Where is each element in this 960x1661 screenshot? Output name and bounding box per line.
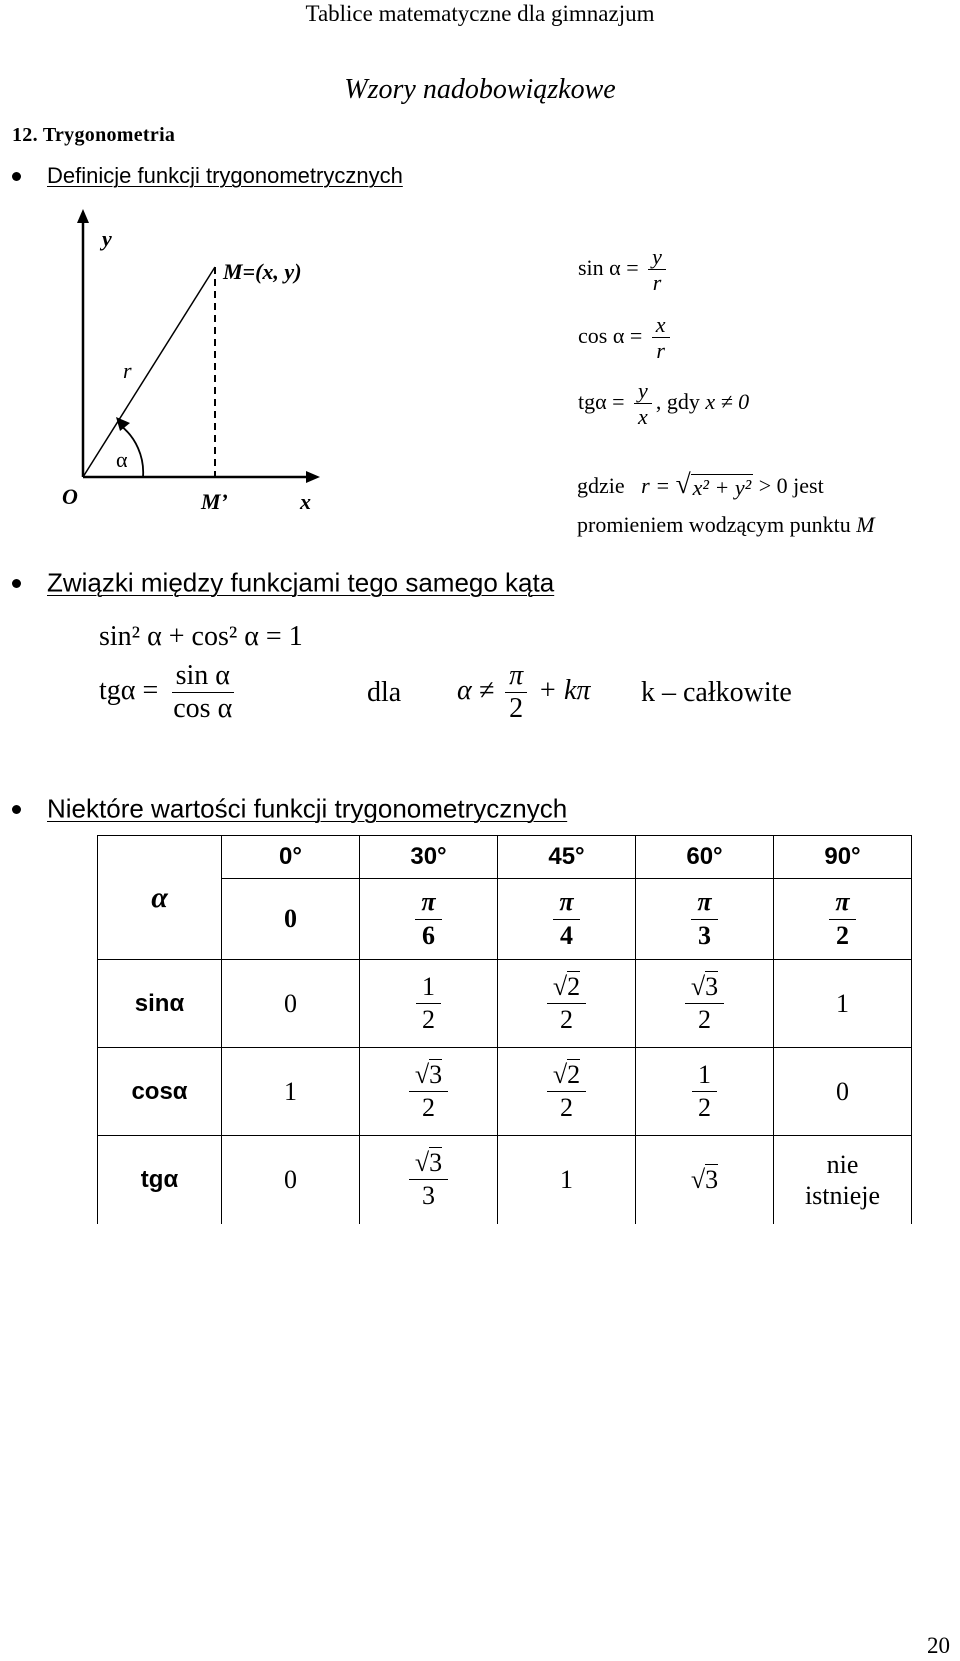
bullet-dot <box>12 579 21 588</box>
value-text: nie istnieje <box>804 1149 881 1210</box>
sqrt-icon: √ <box>690 1164 706 1194</box>
radian-num: π <box>415 886 441 920</box>
diagram-label-y: y <box>102 226 112 251</box>
radian-cell <box>774 879 912 960</box>
sqrt-icon: √ <box>552 1059 568 1089</box>
def-where-line2-text: promieniem wodzącym punktu <box>577 512 851 537</box>
relation-cond-rhs: + kπ <box>538 675 591 707</box>
def-cos-lhs: cos α = <box>578 322 643 348</box>
y-axis-arrow <box>77 209 89 223</box>
value-cell: 1 <box>498 1136 636 1224</box>
row-label-tg: tgα <box>98 1136 222 1224</box>
radian-num: π <box>829 886 855 920</box>
bullet-text: Związki między funkcjami tego samego kąta <box>47 567 555 598</box>
value-den: 2 <box>560 1093 573 1122</box>
relation-identity: sin² α + cos² α = 1 <box>99 621 303 652</box>
x-axis-arrow <box>306 471 320 483</box>
radian-num: π <box>691 886 717 920</box>
value-cell: 1 <box>774 960 912 1048</box>
page-subtitle: Wzory nadobowiązkowe <box>344 74 616 105</box>
def-where-r: r = <box>641 473 671 498</box>
running-header: Tablice matematyczne dla gimnazjum <box>305 1 655 26</box>
def-cos-den: r <box>656 338 665 364</box>
value-den: 2 <box>698 1093 711 1122</box>
value-cell: 1 <box>222 1048 360 1136</box>
bullet-text: Niektóre wartości funkcji trygonometrycznych <box>47 793 568 824</box>
def-cos-fraction <box>652 312 670 364</box>
relation-cond-lhs: α ≠ <box>457 675 495 707</box>
def-sin-fraction <box>648 244 666 296</box>
row-label-cos: cosα <box>98 1048 222 1136</box>
bullet-text: Definicje funkcji trygonometrycznych <box>47 163 403 189</box>
def-where-prefix: gdzie <box>577 473 625 498</box>
relation-condition <box>457 660 590 725</box>
value-cell: 0 <box>222 960 360 1048</box>
value-den: 2 <box>422 1005 435 1034</box>
value-cell <box>498 960 636 1048</box>
relation-tg-lhs: tgα = <box>99 675 159 707</box>
bullet-values <box>12 792 567 825</box>
value-cell <box>636 1048 774 1136</box>
radian-den: 6 <box>421 920 435 950</box>
degree-cell: 60° <box>636 836 774 879</box>
relation-cond-num: π <box>505 660 527 693</box>
radian-cell: 0 <box>222 879 360 960</box>
def-tg-lhs: tgα = <box>578 388 625 414</box>
radian-den: 4 <box>559 920 573 950</box>
value-cell <box>360 960 498 1048</box>
def-cos-num: x <box>652 312 670 338</box>
alpha-header: α <box>98 836 222 960</box>
unit-circle-diagram <box>40 205 340 515</box>
def-where-point: M <box>856 512 875 537</box>
angle-arrow <box>116 417 130 431</box>
relation-tg <box>99 660 240 725</box>
def-sin <box>578 244 670 296</box>
radius-line <box>83 267 215 477</box>
value-den: 2 <box>560 1005 573 1034</box>
value-num: 3 <box>705 1164 719 1194</box>
degree-cell: 30° <box>360 836 498 879</box>
def-tg-den: x <box>638 404 648 430</box>
radian-cell <box>636 879 774 960</box>
relation-k: k – całkowite <box>641 677 792 708</box>
radian-cell <box>498 879 636 960</box>
def-cos <box>578 312 674 364</box>
diagram-label-angle: α <box>116 447 128 472</box>
table-row <box>98 1048 912 1136</box>
def-where-line1 <box>577 470 824 501</box>
trig-values-table <box>97 835 912 1224</box>
bullet-dot <box>12 805 21 814</box>
def-sin-den: r <box>652 270 662 296</box>
sqrt-icon: √ <box>552 971 568 1001</box>
value-cell <box>774 1136 912 1224</box>
relation-tg-fraction <box>169 660 236 725</box>
def-tg-fraction <box>634 378 652 430</box>
radian-cell <box>360 879 498 960</box>
diagram-label-origin: O <box>62 484 78 509</box>
value-num: 1 <box>692 1059 717 1093</box>
value-num: 2 <box>567 1059 581 1089</box>
def-where-sqrt-body: x² + y² <box>692 475 752 500</box>
value-num: 3 <box>429 1147 443 1177</box>
row-label-sin: sinα <box>98 960 222 1048</box>
sqrt-icon: √ <box>690 971 706 1001</box>
value-cell: 0 <box>222 1136 360 1224</box>
page-number: 20 <box>927 1633 950 1658</box>
table-row <box>98 1136 912 1224</box>
relation-tg-num: sin α <box>172 660 234 693</box>
relation-tg-den: cos α <box>173 693 233 725</box>
def-where-suffix: > 0 jest <box>758 473 824 498</box>
value-den: 3 <box>422 1181 435 1211</box>
def-tg <box>578 378 749 430</box>
degree-cell: 45° <box>498 836 636 879</box>
relation-dla: dla <box>367 677 402 708</box>
value-num: 2 <box>567 971 581 1001</box>
degree-cell: 0° <box>222 836 360 879</box>
relation-cond-den: 2 <box>509 693 524 725</box>
radian-num: π <box>553 886 579 920</box>
value-num: 3 <box>705 971 719 1001</box>
value-cell <box>498 1048 636 1136</box>
def-tg-cond: , gdy <box>655 388 700 414</box>
sqrt-icon: √ <box>414 1059 430 1089</box>
def-tg-num: y <box>634 378 652 404</box>
table-row <box>98 960 912 1048</box>
value-cell <box>636 1136 774 1224</box>
bullet-relations <box>12 566 554 599</box>
sqrt-icon: √ <box>414 1147 430 1177</box>
diagram-label-x: x <box>300 489 311 514</box>
value-num: 3 <box>429 1059 443 1089</box>
diagram-label-projection: M’ <box>201 489 228 514</box>
def-sin-num: y <box>648 244 666 270</box>
value-num: 1 <box>416 971 441 1005</box>
def-where-line2 <box>577 512 875 538</box>
value-den: 2 <box>422 1093 435 1122</box>
def-tg-cond-expr: x ≠ 0 <box>705 388 750 414</box>
bullet-dot <box>12 172 21 181</box>
value-den: 2 <box>698 1005 711 1034</box>
radian-den: 2 <box>835 920 849 950</box>
diagram-label-radius: r <box>123 358 132 383</box>
value-cell: 0 <box>774 1048 912 1136</box>
diagram-label-point: M=(x, y) <box>223 259 302 284</box>
def-sin-lhs: sin α = <box>578 254 639 280</box>
value-cell <box>360 1136 498 1224</box>
radian-den: 3 <box>697 920 711 950</box>
value-cell <box>636 960 774 1048</box>
value-cell <box>360 1048 498 1136</box>
section-heading: 12. Trygonometria <box>12 124 176 146</box>
degree-cell: 90° <box>774 836 912 879</box>
relation-cond-fraction <box>505 660 527 725</box>
table-row <box>98 836 912 879</box>
bullet-definitions <box>12 162 403 189</box>
def-where-sqrt: √ x² + y² <box>675 468 752 500</box>
